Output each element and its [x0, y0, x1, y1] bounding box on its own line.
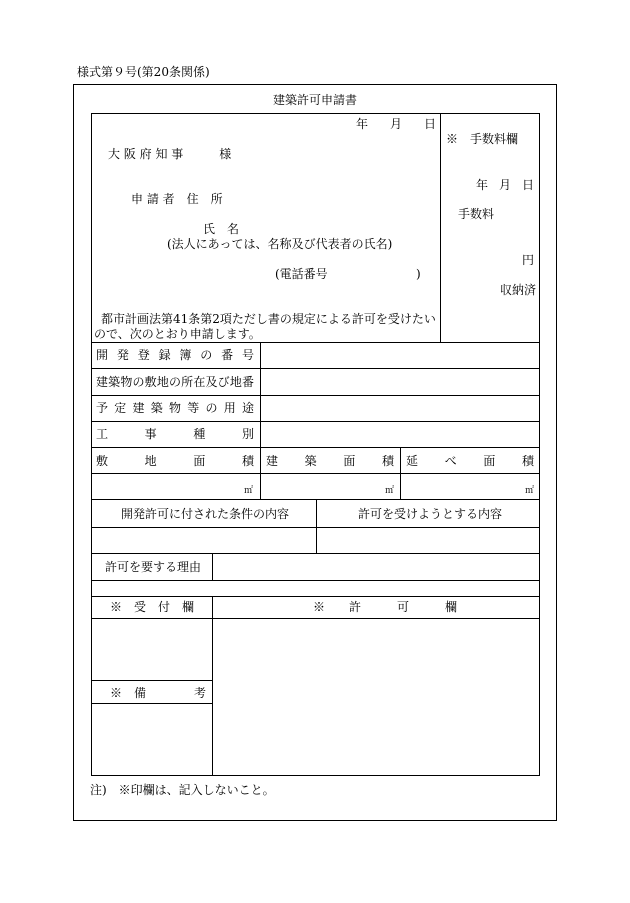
building-area-unit: ㎡ — [385, 486, 395, 496]
label-value-divider — [260, 342, 261, 448]
area-header-line — [91, 473, 539, 474]
conditions-divider — [316, 499, 317, 553]
table-bottom — [91, 775, 540, 776]
row-label-development-register: 開発登録簿の番号 — [96, 348, 254, 362]
outer-frame-right — [556, 84, 557, 821]
document-title: 建築許可申請書 — [273, 93, 358, 107]
statement-line2: ので、次のとおり申請します。 — [94, 327, 261, 341]
conditions-value-line — [91, 553, 539, 554]
table-left — [91, 113, 92, 775]
site-area-label: 敷地面積 — [96, 454, 254, 468]
building-area-label: 建築面積 — [266, 454, 394, 468]
intended-contents-label: 許可を受けようとする内容 — [358, 507, 503, 521]
fee-month-label: 月 — [499, 178, 512, 192]
row-label-building-use: 予定建築物等の用途 — [96, 401, 254, 415]
row-line-1 — [91, 342, 539, 343]
applicant-address-label: 申 請 者 住 所 — [131, 192, 223, 206]
building-use-value[interactable] — [268, 402, 533, 416]
reason-line-2 — [91, 596, 539, 597]
remarks-top-line — [91, 680, 213, 681]
phone-close: ) — [416, 267, 421, 281]
table-top — [91, 113, 539, 114]
row-label-site-location: 建築物の敷地の所在及び地番 — [96, 375, 254, 389]
applicant-name-note: (法人にあっては、名称及び代表者の氏名) — [167, 237, 393, 251]
fee-day-label: 日 — [522, 178, 535, 192]
fee-label: 手数料 — [458, 207, 495, 221]
reception-permission-divider — [212, 596, 213, 775]
site-area-unit: ㎡ — [244, 486, 254, 496]
development-register-value[interactable] — [268, 349, 533, 363]
reception-header-line — [91, 618, 539, 619]
phone-label: (電話番号 — [275, 267, 328, 281]
permission-label: ※ 許 可 欄 — [313, 600, 458, 614]
total-floor-area-unit: ㎡ — [525, 486, 535, 496]
area-value-line — [91, 499, 539, 500]
outer-frame-bottom — [73, 820, 556, 821]
reason-label: 許可を要する理由 — [105, 560, 202, 574]
fee-column-divider — [440, 113, 441, 342]
reason-divider — [212, 553, 213, 580]
footnote: 注) ※印欄は、記入しないこと。 — [90, 783, 275, 797]
reception-label: ※ 受 付 欄 — [110, 600, 195, 614]
remarks-bottom-line — [91, 703, 213, 704]
date-year-label: 年 — [356, 117, 369, 131]
statement-line1: 都市計画法第41条第2項ただし書の規定による許可を受けたい — [101, 312, 436, 326]
work-type-value[interactable] — [268, 428, 533, 442]
area-divider-1 — [260, 447, 261, 499]
form-number: 様式第９号(第20条関係) — [77, 65, 210, 79]
site-location-value[interactable] — [268, 376, 533, 390]
total-floor-area-label: 延べ面積 — [406, 454, 534, 468]
yen-label: 円 — [522, 253, 535, 267]
attached-conditions-label: 開発許可に付された条件の内容 — [121, 507, 290, 521]
remarks-label: ※ 備 考 — [110, 686, 207, 700]
row-line-2 — [91, 368, 539, 369]
received-label: 収納済 — [500, 283, 537, 297]
addressee: 大 阪 府 知 事 様 — [108, 147, 232, 161]
applicant-name-label: 氏 名 — [203, 222, 240, 236]
row-line-5 — [91, 447, 539, 448]
outer-frame-top — [73, 84, 556, 85]
reason-line-1 — [91, 580, 539, 581]
row-line-3 — [91, 395, 539, 396]
row-label-work-type: 工事種別 — [96, 427, 254, 441]
row-line-4 — [91, 421, 539, 422]
fee-year-label: 年 — [476, 178, 489, 192]
area-divider-2 — [400, 447, 401, 499]
date-day-label: 日 — [424, 117, 437, 131]
outer-frame-left — [73, 84, 74, 821]
fee-column-header: ※ 手数料欄 — [446, 132, 519, 146]
conditions-header-line — [91, 527, 539, 528]
table-right — [539, 113, 540, 775]
date-month-label: 月 — [390, 117, 403, 131]
